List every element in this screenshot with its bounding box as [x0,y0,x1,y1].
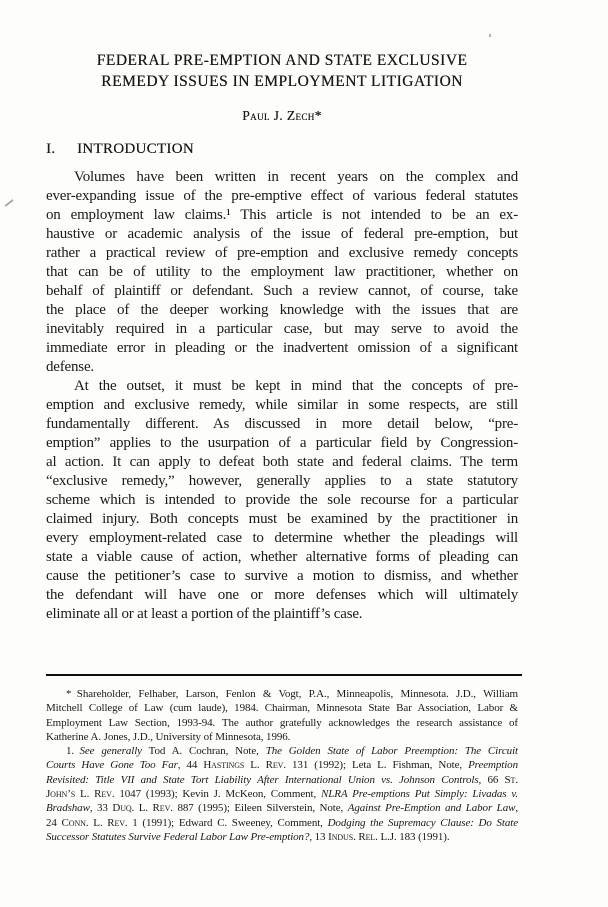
text-line [46,787,518,801]
section-number: I. [46,141,56,157]
text-segment: ever-expanding issue of the pre-emptive effect of various federal statutes [46,188,518,204]
text-segment: 131 (1992); Leta L. Fishman, Note, [285,759,469,772]
text-segment: state a viable cause of action, whether alternative forms of pleading can [46,549,518,565]
text-segment: claimed injury. Both concepts must be examined by the practitioner in [46,511,518,527]
text-segment: 1. [66,745,80,758]
text-line [46,339,518,358]
text-segment: fundamentally different. As discussed in more detail below, “pre- [46,416,518,432]
text-segment: Revisited: Title VII and State Tort Liability After International Union vs. Johnson Controls [46,773,479,786]
text-line [46,358,518,377]
text-segment: The Golden State of Labor Preemption: The Circuit [265,745,518,758]
text-line [46,263,518,282]
text-segment: inevitably required in a particular case, but may serve to avoid the [46,321,518,337]
text-segment: , 66 [478,773,505,786]
text-segment: Preemption [468,759,518,772]
footnote-separator [46,674,522,676]
text-segment: At the outset, it must be kept in mind that the concepts of pre- [74,378,518,394]
text-segment: on employment law claims.¹ This article is not intended to be an ex- [46,207,518,223]
footnotes-block [46,687,518,844]
text-segment: Bradshaw [46,802,90,815]
text-line [46,730,518,744]
text-line [46,801,518,815]
text-line [46,320,518,339]
text-segment: Duq. L. Rev. [112,802,173,815]
text-segment: Katherine A. Jones, J.D., University of Minnesota, 1996. [46,730,291,743]
article-title-line-2: REMEDY ISSUES IN EMPLOYMENT LITIGATION [101,72,463,90]
paragraph-1 [46,168,518,377]
text-segment: Employment Law Section, 1993-94. The author gratefully acknowledges the research assistance of [46,716,518,729]
text-segment: Tod A. Cochran, Note, [141,745,266,758]
footnote-1 [46,744,518,844]
text-line [46,548,518,567]
text-segment: scheme which is intended to provide the sole recourse for a particular [46,492,518,508]
text-segment: “exclusive remedy,” however, generally applies to a state statutory [46,473,518,489]
scan-artifact [5,199,14,206]
text-segment: Courts Have Gone Too Far [46,759,178,772]
text-segment: defense. [46,359,94,375]
text-segment: Mitchell College of Law (cum laude), 1984. Chairman, Minnesota State Bar Association, Labor & [46,702,518,715]
text-line [46,816,518,830]
text-segment: haustive or academic analysis of the issue of federal pre-emption, but [46,226,518,242]
text-segment: the defendant will have one or more defenses which will ultimately [46,587,518,603]
text-segment: See generally [79,745,142,758]
text-line [46,744,518,758]
text-segment: al action. It can apply to defeat both state and federal claims. The term [46,454,518,470]
text-segment: every employment-related case to determine whether the pleadings will [46,530,518,546]
section-title: INTRODUCTION [77,141,194,157]
text-line [46,567,518,586]
text-line [46,187,518,206]
text-line [46,377,518,396]
paragraph-2 [46,377,518,624]
text-segment: immediate error in pleading or the inadvertent omission of a significant [46,340,518,356]
text-segment: St. [504,773,518,786]
text-line [46,244,518,263]
text-segment: John’s L. Rev. [46,788,115,801]
text-line [46,605,518,624]
text-segment: 183 (1991). [396,830,450,843]
text-line [46,415,518,434]
text-segment: emption” applies to the usurpation of a particular field by Congression- [46,435,518,451]
text-segment: Hastings L. Rev. [203,759,286,772]
text-segment: 24 [46,816,62,829]
text-segment: emption and exclusive remedy, while similar in some respects, are still [46,397,518,413]
text-line [46,434,518,453]
text-line [46,301,518,320]
text-segment: , 13 [309,830,329,843]
text-segment: Indus. Rel. L.J. [328,830,397,843]
text-line [46,529,518,548]
article-title [46,51,518,92]
section-heading [46,140,518,159]
text-segment: 1047 (1993); Kevin J. McKeon, Comment, [114,788,322,801]
text-column [46,51,518,844]
text-segment: 887 (1995); Eileen Silverstein, Note, [172,802,348,815]
text-segment: rather a practical review of pre-emption and exclusive remedy concepts [46,245,518,261]
text-line [46,716,518,730]
text-line [46,472,518,491]
text-line [46,491,518,510]
text-line [46,225,518,244]
text-line [46,830,518,844]
text-segment: 1 (1991); Edward C. Sweeney, Comment, [127,816,328,829]
text-line [46,701,518,715]
text-segment: NLRA Pre-emptions Put Simply: Livadas v. [321,788,518,801]
text-segment: Conn. L. Rev. [61,816,128,829]
text-segment: that can be of utility to the employment law practitioner, whether on [46,264,518,280]
article-title-line-1: FEDERAL PRE-EMPTION AND STATE EXCLUSIVE [96,52,468,69]
text-segment: Volumes have been written in recent years on the complex and [74,169,518,185]
text-segment: eliminate all or at least a portion of the plaintiff’s case. [46,606,363,622]
author-byline: Paul J. Zech* [242,108,322,123]
text-line [46,396,518,415]
text-line [46,168,518,187]
text-line [46,586,518,605]
text-segment: , [515,802,518,815]
text-segment: cause the petitioner’s case to survive a motion to dismiss, and whether [46,568,518,584]
text-segment: the place of the deeper working knowledge with the issues that are [46,302,518,318]
article-body [46,168,518,624]
text-line [46,773,518,787]
text-segment: Dodging the Supremacy Clause: Do State [327,816,519,829]
text-line [46,206,518,225]
text-segment: Against Pre-Emption and Labor Law [347,802,516,815]
text-segment: Successor Statutes Survive Federal Labor Law Pre-emption? [46,830,310,843]
text-segment: * Shareholder, Felhaber, Larson, Fenlon & Vogt, P.A., Minneapolis, Minnesota. J.D., William [66,688,518,700]
text-line [46,758,518,772]
text-line [46,282,518,301]
text-line [46,510,518,529]
scan-artifact [489,34,491,37]
text-line [46,687,518,701]
text-segment: behalf of plaintiff or defendant. Such a review cannot, of course, take [46,283,518,299]
text-segment: , 33 [89,802,113,815]
text-segment: , 44 [177,759,204,772]
text-line [46,453,518,472]
footnote-star [46,687,518,744]
